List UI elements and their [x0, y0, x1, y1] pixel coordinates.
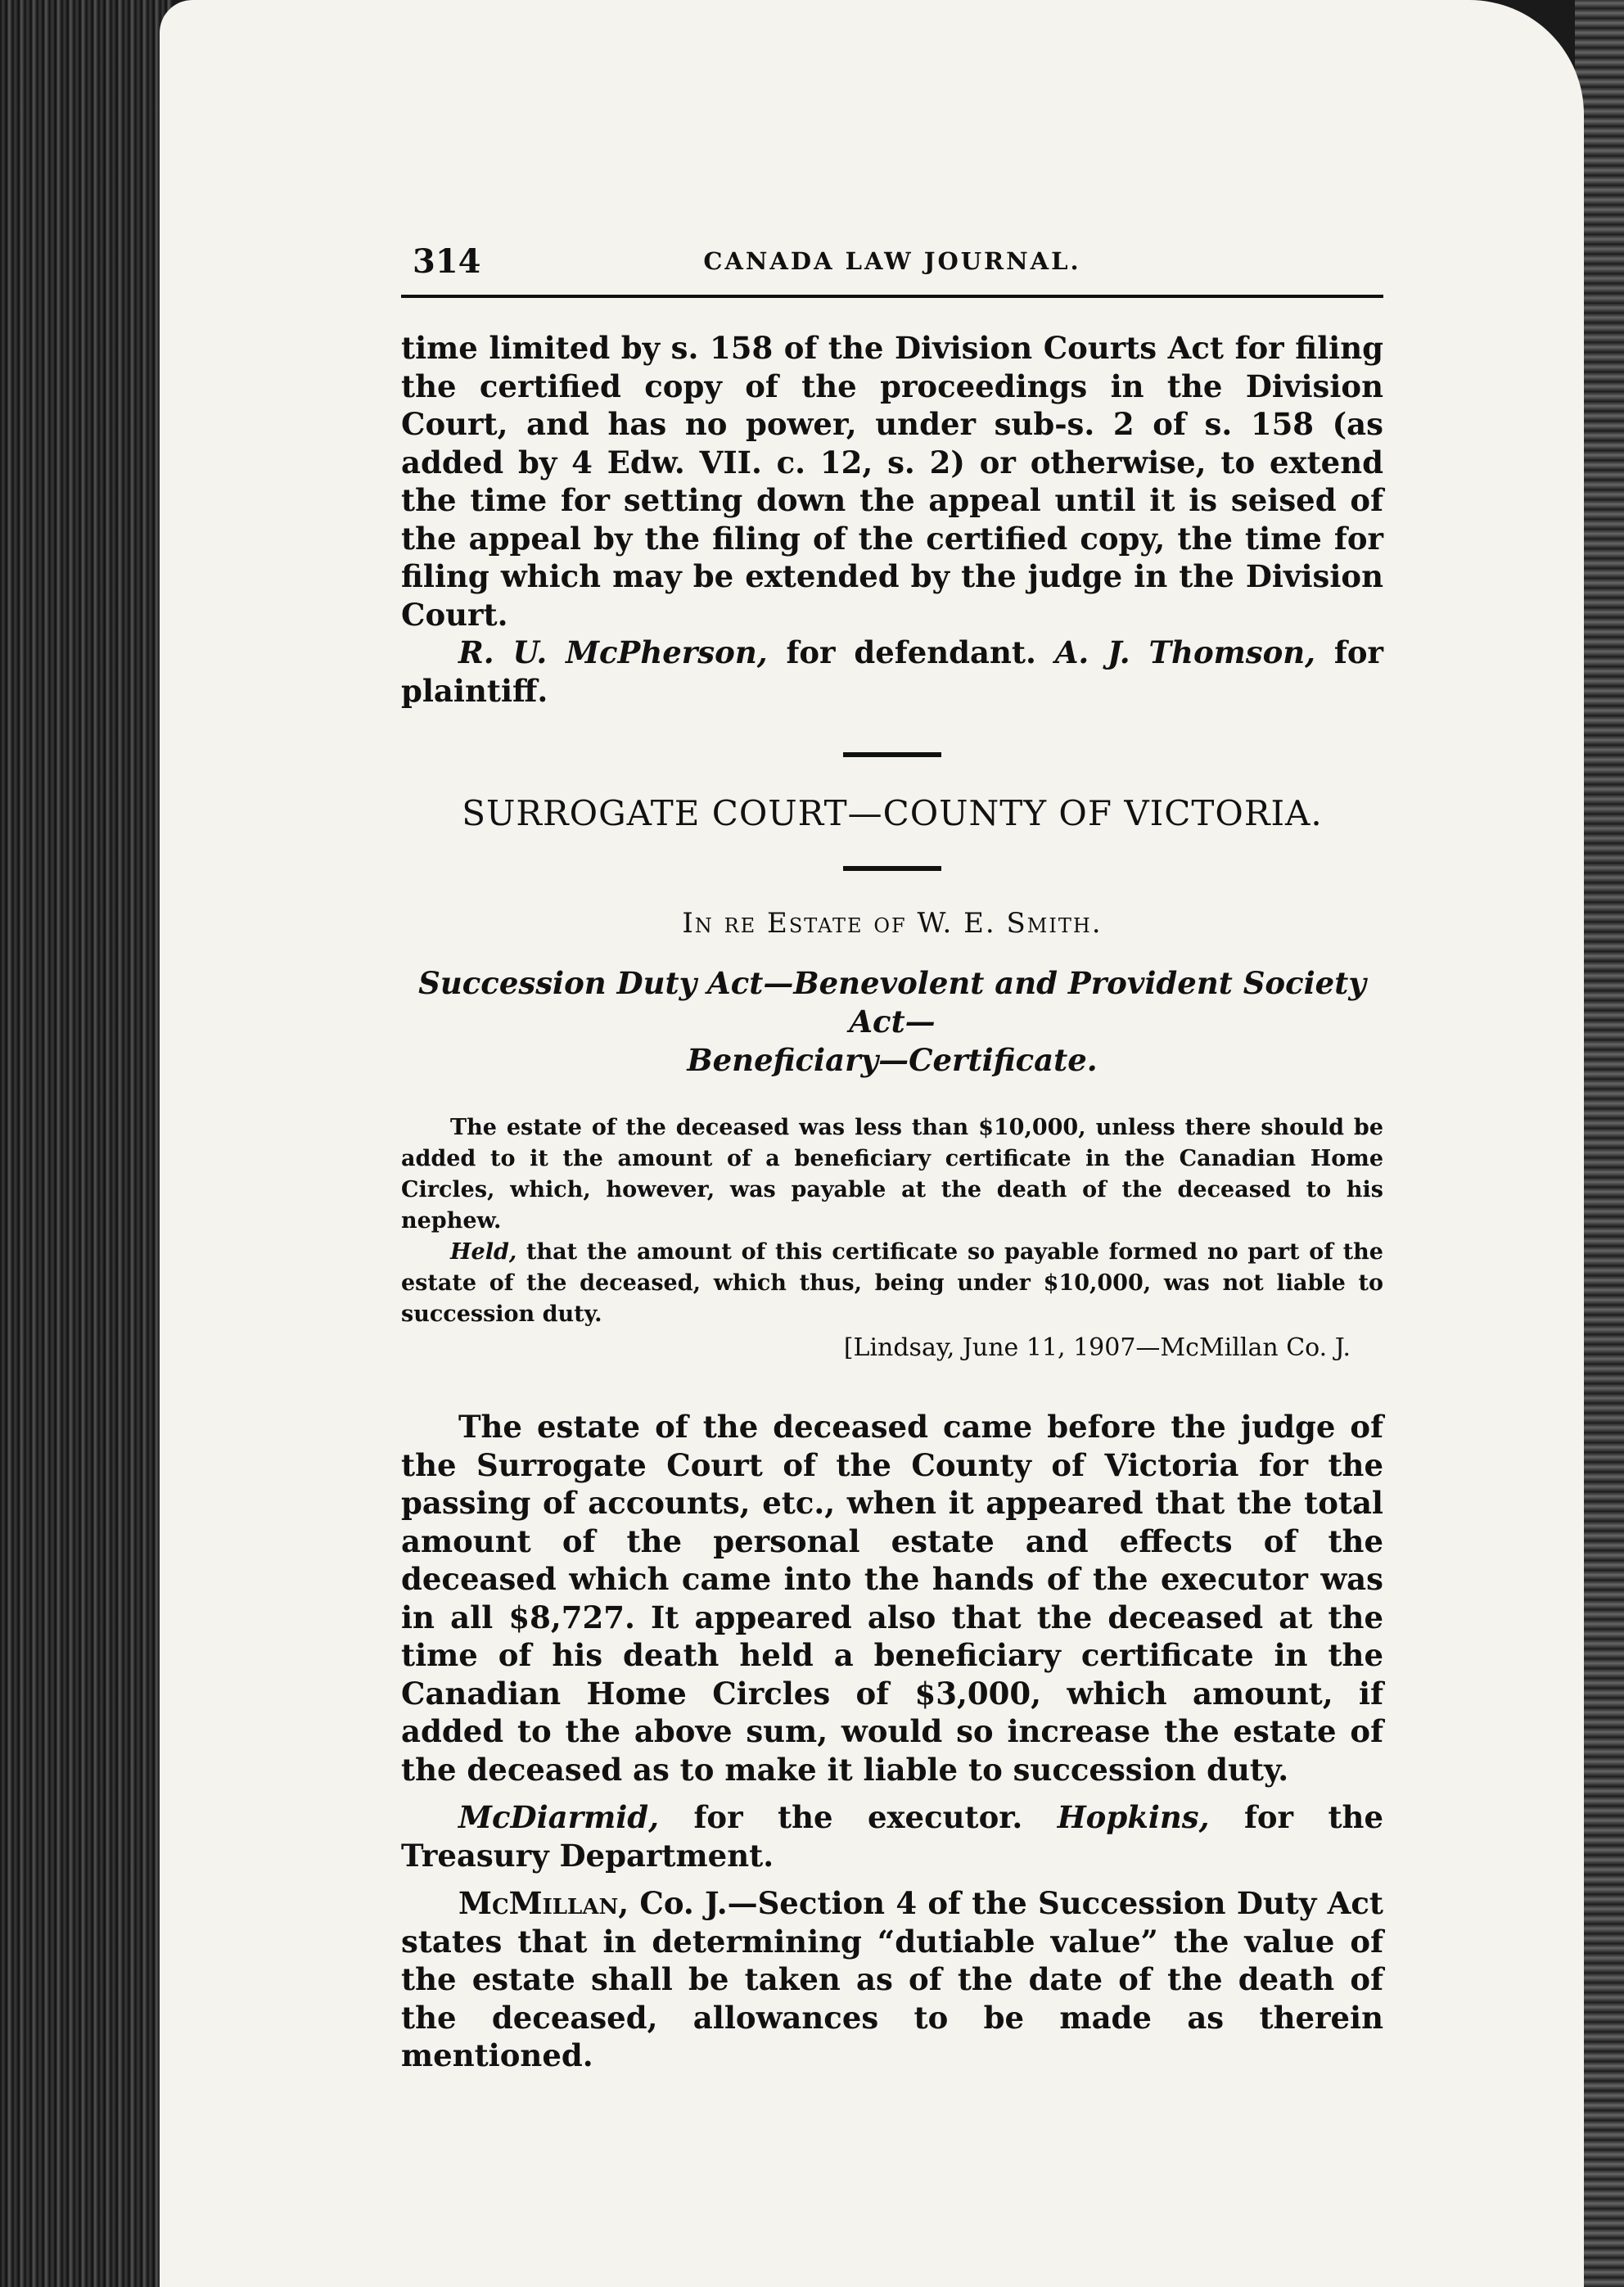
headnote-holding: [401, 1237, 1383, 1330]
page-number: 314: [413, 242, 481, 281]
case-title: In re Estate of W. E. Smith.: [682, 907, 1103, 940]
counsel-name: Hopkins,: [1057, 1799, 1210, 1835]
counsel-line: [401, 1798, 1383, 1874]
continuation-paragraph: time limited by s. 158 of the Division Courts Act for filing the certified copy of the proceedings in the Division Court, and has no power, under sub-s. 2 of s. 158 (as added by 4 Edw. VII. c. 12, s. 2) or otherwise, to extend the time for setting down the appeal until it is seised of the appeal by the filing of the certified copy, the time for filing which may be extended by the judge in the Division Court.: [401, 330, 1383, 633]
counsel-line: [401, 634, 1383, 710]
counsel-role: for plaintiff.: [401, 634, 1383, 709]
counsel-name: A. J. Thomson,: [1054, 634, 1316, 670]
case-citation: [Lindsay, June 11, 1907—McMillan Co. J.: [843, 1333, 1351, 1362]
counsel-role: for defendant.: [767, 634, 1055, 670]
journal-title: CANADA LAW JOURNAL.: [703, 247, 1081, 275]
case-subject: [401, 964, 1383, 1080]
subject-line: Succession Duty Act—Benevolent and Provident Society Act—: [418, 965, 1366, 1040]
book-binding: [0, 0, 172, 2287]
counsel-role: for the Treasury Department.: [401, 1799, 1383, 1874]
counsel-name: McDiarmid,: [458, 1799, 660, 1835]
opinion-paragraph: [401, 1884, 1383, 2075]
section-divider: [843, 866, 941, 871]
held-text: that the amount of this certificate so payable formed no part of the estate of the deceased, which thus, being under $10,000, was not liable to succession duty.: [401, 1239, 1383, 1327]
subject-line: Beneficiary—Certificate.: [687, 1042, 1098, 1078]
section-divider: [843, 752, 941, 757]
counsel-name: R. U. McPherson,: [458, 634, 768, 670]
judge-name: McMillan: [458, 1885, 619, 1921]
facts-paragraph: The estate of the deceased came before the judge of the Surrogate Court of the County of Victoria for the passing of accounts, etc., when it appeared that the total amount of the personal estate and effects of the deceased which came into the hands of the executor was in all $8,727. It appeared also that the deceased at the time of his death held a beneficiary certificate in the Canadian Home Circles of $3,000, which amount, if added to the above sum, would so increase the estate of the deceased as to make it liable to succession duty.: [401, 1409, 1383, 1788]
running-head: [401, 237, 1383, 298]
court-title: SURROGATE COURT—COUNTY OF VICTORIA.: [462, 793, 1323, 833]
counsel-role: for the executor.: [659, 1799, 1058, 1835]
held-label: Held,: [450, 1239, 517, 1265]
opinion-text: , Co. J.—Section 4 of the Succession Duty Act states that in determining “dutiable value” the value of the estate shall be taken as of the date of the death of the deceased, allowances to be made as therein mentioned.: [401, 1885, 1383, 2073]
page-content: [401, 237, 1383, 2075]
headnote-facts: The estate of the deceased was less than $10,000, unless there should be added to it the amount of a beneficiary certificate in the Canadian Home Circles, which, however, was payable at the death of the deceased to his nephew.: [401, 1115, 1383, 1234]
